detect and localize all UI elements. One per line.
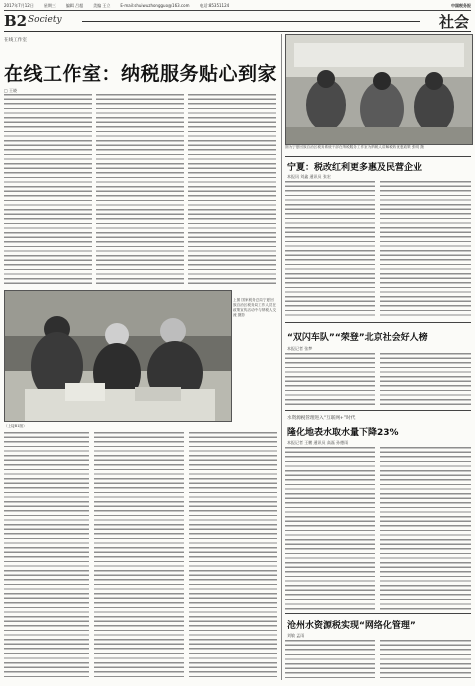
water-rule	[285, 410, 471, 411]
double-col-2	[380, 353, 471, 405]
contact-email: E-mail:shuiwuzhongguo@163.com	[120, 3, 190, 8]
masthead-divider	[4, 31, 471, 32]
ningxia-rule	[285, 156, 471, 157]
main-kicker: 在线工作室	[4, 38, 27, 43]
ningxia-byline: 本报讯 刘鑫 通讯员 张宏	[287, 174, 331, 179]
cangzhou-byline: 刘敏 孟雨	[287, 633, 305, 638]
water-byline: 本报记者 王鹏 通讯员 高磊 孙德雨	[287, 440, 349, 445]
column-divider	[281, 34, 282, 680]
water-headline: 隆化地表水取水量下降23%	[287, 428, 399, 438]
main-byline: □ 王晓	[4, 88, 18, 93]
main-lower-col-1	[4, 432, 89, 680]
main-lower-col-2	[94, 432, 184, 680]
main-headline: 在线工作室：纳税服务贴心到家	[4, 63, 278, 85]
double-col-1	[285, 353, 375, 405]
section-rule	[82, 21, 420, 22]
double-byline: 本报记者 张梦	[287, 346, 313, 351]
double-headline: “双闪车队”“荣登”北京社会好人榜	[287, 333, 428, 343]
cangzhou-headline: 沧州水资源税实现“网络化管理”	[287, 621, 416, 631]
main-text-col-1	[4, 94, 92, 284]
top-right-photo-image	[286, 35, 472, 144]
cangzhou-col-2	[380, 640, 471, 680]
designer-credit: 美编 王立	[93, 3, 111, 8]
editor-credit: 编辑 吕超	[65, 3, 84, 8]
section-english: Society	[28, 15, 62, 25]
water-col-2	[380, 447, 471, 610]
water-kicker: 水资源税管理进入“互联网+”时代	[287, 416, 356, 421]
water-col-1	[285, 447, 375, 610]
ningxia-headline: 宁夏：税改红利更多惠及民营企业	[287, 163, 423, 173]
section-chinese: 社会	[438, 13, 469, 31]
main-photo-side-caption: 上图 国家税务总局宁夏回族自治区税务局工作人员在政策宣传活动中与纳税人交流 摄影	[233, 298, 277, 317]
main-lower-col-3	[189, 432, 277, 680]
page-code: B2	[4, 12, 28, 30]
main-photo-image	[5, 291, 231, 421]
main-text-col-2	[96, 94, 184, 284]
newspaper-logo: 中国税务报	[451, 3, 471, 8]
issue-weekday: 星期三	[43, 3, 56, 8]
main-text-col-3	[188, 94, 276, 284]
issue-date: 2017年7月12日	[4, 3, 34, 8]
double-rule	[285, 322, 471, 323]
contact-phone: 电话:85351124	[199, 3, 230, 8]
main-photo	[4, 290, 232, 422]
main-continued-caption: （上接B1版）	[4, 424, 27, 428]
ningxia-col-2	[380, 181, 471, 318]
top-right-photo	[285, 34, 473, 145]
top-right-caption: 图为宁夏回族自治区税务系统干部在纳税服务工作室为纳税人讲解税收优惠政策 张明 摄	[285, 145, 424, 149]
cangzhou-col-1	[285, 640, 375, 680]
masthead-bar	[4, 2, 471, 11]
ningxia-col-1	[285, 181, 375, 318]
cangzhou-rule	[285, 613, 471, 614]
